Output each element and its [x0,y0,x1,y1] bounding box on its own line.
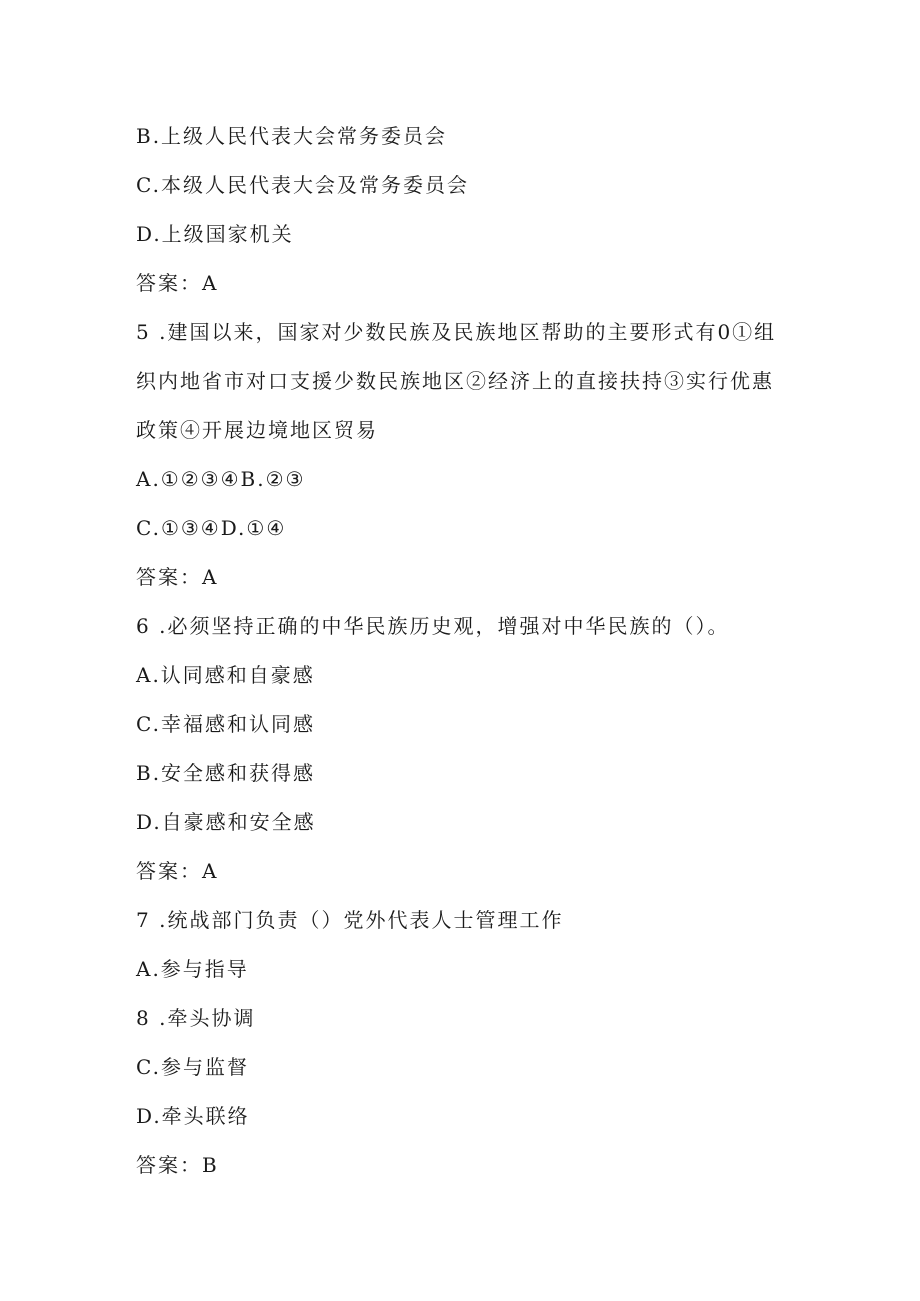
document-page [136,112,786,1190]
answer-line: 答案：A [136,271,219,295]
option-line: D.牵头联络 [136,1104,250,1128]
option-line: B.安全感和获得感 [136,761,316,785]
question-line: 织内地省市对口支援少数民族地区②经济上的直接扶持③实行优惠 [136,369,774,393]
option-line: D.自豪感和安全感 [136,810,316,834]
option-line: B.上级人民代表大会常务委员会 [136,124,448,148]
option-line: C.①③④D.①④ [136,516,287,540]
question-line: 8 .牵头协调 [136,1006,256,1030]
question-line: 5 .建国以来，国家对少数民族及民族地区帮助的主要形式有0①组 [136,320,777,344]
question-line: 政策④开展边境地区贸易 [136,418,378,442]
option-line: C.参与监督 [136,1055,249,1079]
option-line: A.认同感和自豪感 [136,663,315,687]
answer-line: 答案：A [136,859,219,883]
option-line: C.幸福感和认同感 [136,712,315,736]
option-line: A.参与指导 [136,957,249,981]
answer-line: 答案：A [136,565,219,589]
answer-line: 答案：B [136,1153,219,1177]
option-line: C.本级人民代表大会及常务委员会 [136,173,469,197]
question-line: 6 .必须坚持正确的中华民族历史观，增强对中华民族的（）。 [136,614,730,638]
option-line: A.①②③④B.②③ [136,467,306,491]
question-line: 7 .统战部门负责（）党外代表人士管理工作 [136,908,564,932]
option-line: D.上级国家机关 [136,222,294,246]
